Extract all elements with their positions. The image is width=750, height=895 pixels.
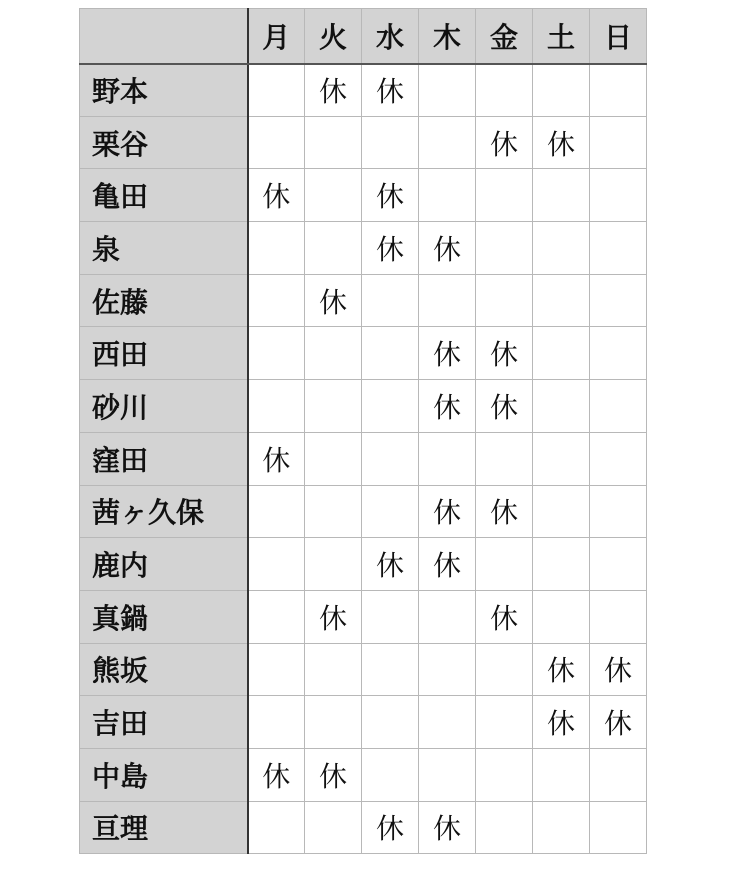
schedule-cell-thu [419, 432, 476, 485]
schedule-cell-sat [533, 590, 590, 643]
schedule-cell-wed [362, 485, 419, 538]
schedule-cell-mon [248, 327, 305, 380]
header-row [80, 9, 647, 64]
schedule-cell-fri: 休 [476, 116, 533, 169]
schedule-cell-mon [248, 538, 305, 591]
employee-name-cell: 砂川 [80, 380, 248, 433]
schedule-cell-wed [362, 643, 419, 696]
day-header-wed: 水 [362, 9, 419, 64]
employee-name-cell: 真鍋 [80, 590, 248, 643]
employee-name-cell: 佐藤 [80, 274, 248, 327]
schedule-cell-thu: 休 [419, 327, 476, 380]
schedule-cell-sat [533, 801, 590, 854]
table-row [80, 643, 647, 696]
table-body [80, 64, 647, 854]
schedule-cell-sat [533, 222, 590, 275]
schedule-cell-mon [248, 696, 305, 749]
day-header-sat: 土 [533, 9, 590, 64]
schedule-cell-tue [305, 116, 362, 169]
employee-name-cell: 西田 [80, 327, 248, 380]
schedule-cell-fri [476, 64, 533, 117]
schedule-cell-tue: 休 [305, 274, 362, 327]
schedule-cell-tue [305, 380, 362, 433]
schedule-cell-sun [590, 222, 647, 275]
schedule-cell-wed [362, 327, 419, 380]
schedule-cell-mon [248, 485, 305, 538]
schedule-cell-sat [533, 169, 590, 222]
schedule-cell-wed [362, 590, 419, 643]
schedule-cell-sun [590, 64, 647, 117]
schedule-cell-thu: 休 [419, 380, 476, 433]
schedule-cell-sat: 休 [533, 643, 590, 696]
schedule-cell-sun [590, 538, 647, 591]
schedule-cell-wed [362, 380, 419, 433]
table-row [80, 485, 647, 538]
table-row [80, 116, 647, 169]
schedule-cell-wed [362, 432, 419, 485]
schedule-cell-fri [476, 432, 533, 485]
schedule-cell-sat [533, 748, 590, 801]
employee-name-cell: 熊坂 [80, 643, 248, 696]
schedule-cell-wed [362, 696, 419, 749]
schedule-cell-thu: 休 [419, 538, 476, 591]
schedule-cell-fri: 休 [476, 327, 533, 380]
schedule-cell-sun [590, 274, 647, 327]
schedule-cell-tue [305, 432, 362, 485]
schedule-cell-sun: 休 [590, 643, 647, 696]
schedule-cell-tue [305, 485, 362, 538]
schedule-cell-tue: 休 [305, 64, 362, 117]
employee-name-cell: 吉田 [80, 696, 248, 749]
schedule-cell-fri: 休 [476, 380, 533, 433]
schedule-cell-fri [476, 696, 533, 749]
table-row [80, 380, 647, 433]
day-header-mon: 月 [248, 9, 305, 64]
schedule-cell-fri [476, 169, 533, 222]
schedule-cell-wed: 休 [362, 801, 419, 854]
employee-name-cell: 茜ヶ久保 [80, 485, 248, 538]
schedule-cell-sat [533, 274, 590, 327]
schedule-cell-mon: 休 [248, 748, 305, 801]
schedule-cell-thu [419, 643, 476, 696]
schedule-cell-wed: 休 [362, 169, 419, 222]
schedule-cell-mon [248, 64, 305, 117]
schedule-cell-tue [305, 643, 362, 696]
employee-name-cell: 栗谷 [80, 116, 248, 169]
schedule-cell-sat [533, 380, 590, 433]
schedule-cell-thu [419, 116, 476, 169]
schedule-cell-mon [248, 380, 305, 433]
day-header-sun: 日 [590, 9, 647, 64]
table-row [80, 64, 647, 117]
schedule-cell-fri [476, 274, 533, 327]
schedule-cell-mon [248, 643, 305, 696]
table-row [80, 432, 647, 485]
schedule-cell-sat [533, 538, 590, 591]
schedule-cell-fri: 休 [476, 590, 533, 643]
schedule-cell-wed [362, 116, 419, 169]
schedule-cell-wed: 休 [362, 64, 419, 117]
table-row [80, 748, 647, 801]
day-header-tue: 火 [305, 9, 362, 64]
schedule-cell-thu [419, 64, 476, 117]
schedule-cell-sat [533, 485, 590, 538]
table-row [80, 327, 647, 380]
employee-name-cell: 泉 [80, 222, 248, 275]
schedule-cell-tue [305, 327, 362, 380]
schedule-cell-fri [476, 643, 533, 696]
schedule-cell-fri: 休 [476, 485, 533, 538]
schedule-cell-mon: 休 [248, 432, 305, 485]
schedule-cell-fri [476, 538, 533, 591]
schedule-cell-sat: 休 [533, 116, 590, 169]
schedule-cell-sun [590, 327, 647, 380]
schedule-cell-sun: 休 [590, 696, 647, 749]
schedule-cell-sun [590, 485, 647, 538]
schedule-cell-wed [362, 748, 419, 801]
day-header-fri: 金 [476, 9, 533, 64]
day-header-thu: 木 [419, 9, 476, 64]
schedule-cell-wed [362, 274, 419, 327]
schedule-cell-thu [419, 748, 476, 801]
schedule-cell-sat [533, 432, 590, 485]
employee-name-cell: 亀田 [80, 169, 248, 222]
schedule-cell-sun [590, 801, 647, 854]
schedule-cell-fri [476, 801, 533, 854]
employee-name-cell: 窪田 [80, 432, 248, 485]
day-off-schedule-table [79, 8, 647, 854]
header-corner-cell [80, 9, 248, 64]
table-row [80, 274, 647, 327]
schedule-cell-tue [305, 222, 362, 275]
schedule-cell-sat [533, 64, 590, 117]
table-row [80, 169, 647, 222]
schedule-cell-tue: 休 [305, 590, 362, 643]
schedule-cell-sun [590, 590, 647, 643]
schedule-cell-mon [248, 222, 305, 275]
schedule-cell-tue [305, 696, 362, 749]
table-row [80, 801, 647, 854]
schedule-cell-sun [590, 116, 647, 169]
schedule-cell-thu: 休 [419, 801, 476, 854]
schedule-cell-tue [305, 169, 362, 222]
schedule-cell-thu [419, 169, 476, 222]
schedule-cell-sun [590, 748, 647, 801]
schedule-cell-mon [248, 801, 305, 854]
employee-name-cell: 鹿内 [80, 538, 248, 591]
schedule-cell-mon: 休 [248, 169, 305, 222]
schedule-cell-mon [248, 590, 305, 643]
schedule-cell-sat: 休 [533, 696, 590, 749]
table-header [80, 9, 647, 64]
schedule-cell-thu: 休 [419, 485, 476, 538]
employee-name-cell: 亘理 [80, 801, 248, 854]
schedule-cell-sat [533, 327, 590, 380]
table-row [80, 538, 647, 591]
employee-name-cell: 中島 [80, 748, 248, 801]
schedule-cell-sun [590, 432, 647, 485]
schedule-cell-thu: 休 [419, 222, 476, 275]
schedule-cell-sun [590, 169, 647, 222]
schedule-cell-fri [476, 222, 533, 275]
schedule-cell-tue [305, 801, 362, 854]
table-row [80, 222, 647, 275]
schedule-cell-tue: 休 [305, 748, 362, 801]
schedule-cell-mon [248, 116, 305, 169]
schedule-cell-fri [476, 748, 533, 801]
schedule-cell-sun [590, 380, 647, 433]
schedule-cell-wed: 休 [362, 538, 419, 591]
schedule-cell-thu [419, 274, 476, 327]
employee-name-cell: 野本 [80, 64, 248, 117]
schedule-cell-mon [248, 274, 305, 327]
schedule-cell-thu [419, 696, 476, 749]
schedule-cell-wed: 休 [362, 222, 419, 275]
table-row [80, 696, 647, 749]
schedule-cell-tue [305, 538, 362, 591]
schedule-cell-thu [419, 590, 476, 643]
table-row [80, 590, 647, 643]
